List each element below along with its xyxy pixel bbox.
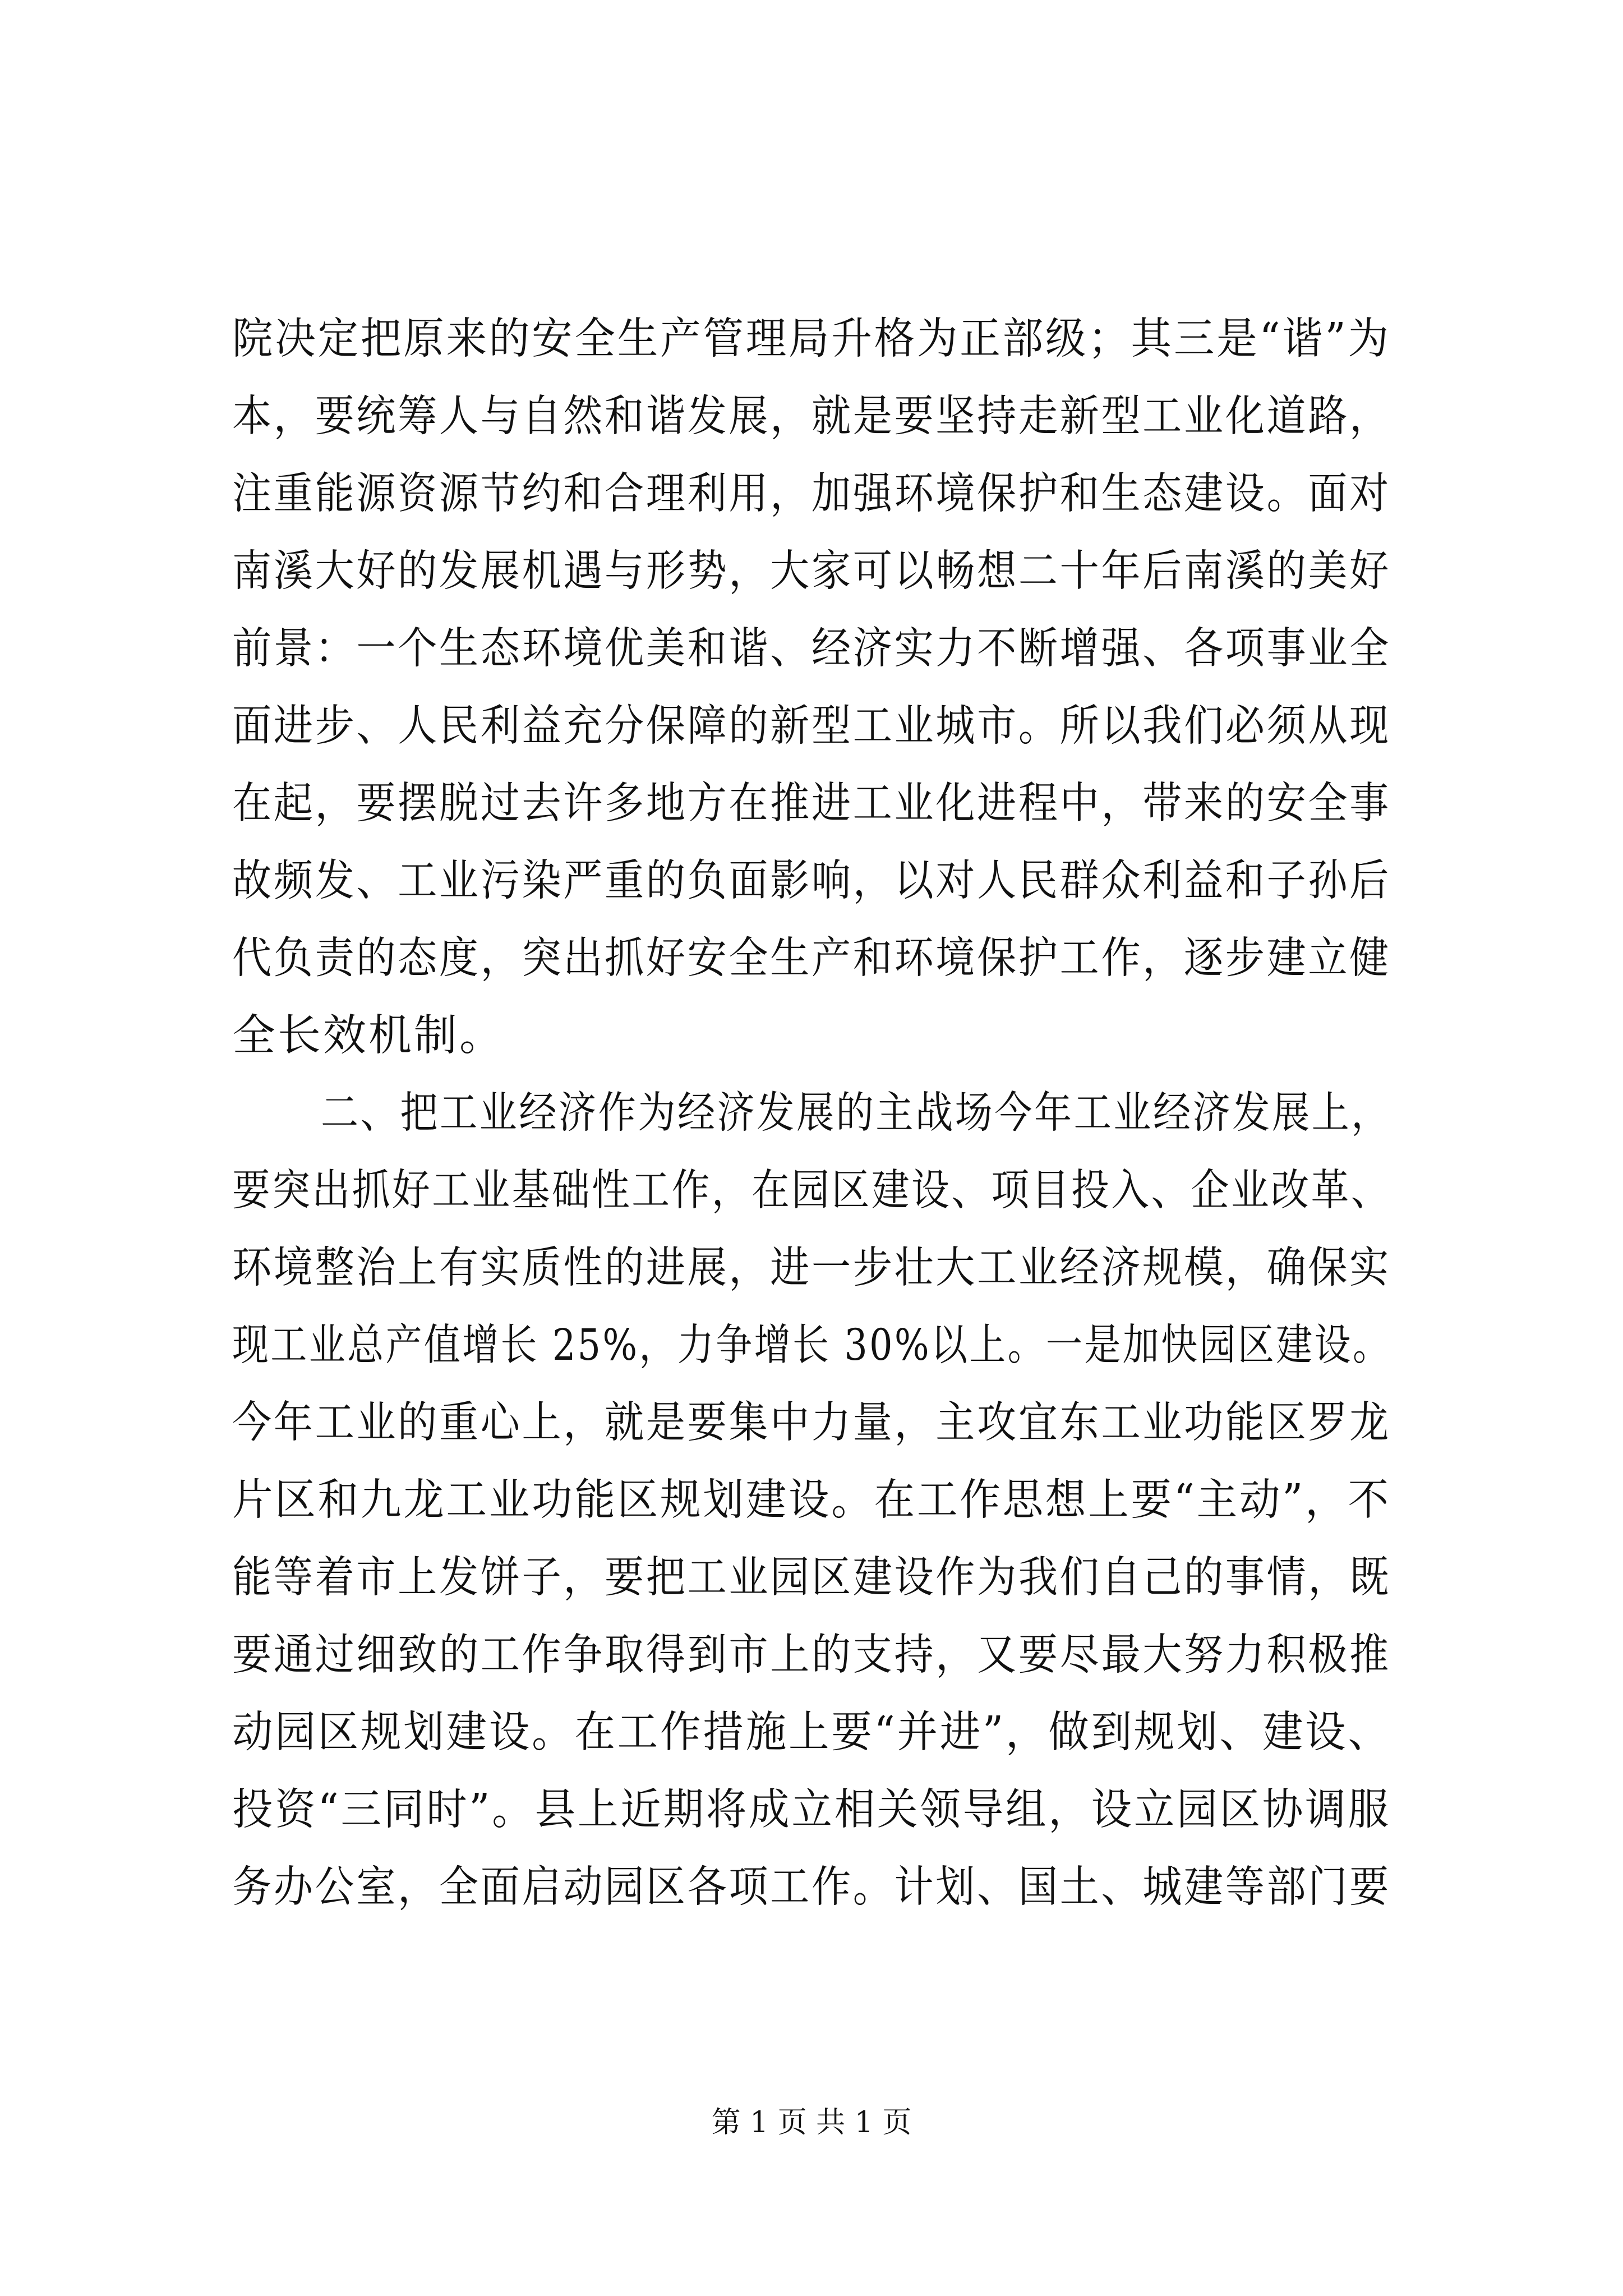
text-line: 要突出抓好工业基础性工作，在园区建设、项目投入、企业改革、 <box>232 1166 1391 1216</box>
text-line: 能等着市上发饼子，要把工业园区建设作为我们自己的事情，既 <box>232 1553 1391 1603</box>
text-line: 今年工业的重心上，就是要集中力量，主攻宜东工业功能区罗龙 <box>232 1398 1391 1448</box>
text-line: 故频发、工业污染严重的负面影响，以对人民群众利益和子孙后 <box>232 856 1391 906</box>
text-line: 面进步、人民利益充分保障的新型工业城市。所以我们必须从现 <box>232 701 1391 751</box>
text-line: 务办公室，全面启动园区各项工作。计划、国土、城建等部门要 <box>232 1862 1391 1912</box>
text-line: 投资“三同时”。县上近期将成立相关领导组，设立园区协调服 <box>232 1785 1391 1835</box>
paragraph-first-line: 二、把工业经济作为经济发展的主战场今年工业经济发展上， <box>321 1088 1391 1138</box>
text-line: 现工业总产值增长 25%，力争增长 30%以上。一是加快园区建设。 <box>232 1320 1391 1370</box>
text-line: 在起，要摆脱过去许多地方在推进工业化进程中，带来的安全事 <box>232 779 1391 829</box>
text-line: 片区和九龙工业功能区规划建设。在工作思想上要“主动”，不 <box>232 1475 1391 1525</box>
text-line: 环境整治上有实质性的进展，进一步壮大工业经济规模，确保实 <box>232 1243 1391 1293</box>
text-line: 代负责的态度，突出抓好安全生产和环境保护工作，逐步建立健 <box>232 933 1391 983</box>
text-line: 前景：一个生态环境优美和谐、经济实力不断增强、各项事业全 <box>232 624 1391 674</box>
text-line: 南溪大好的发展机遇与形势，大家可以畅想二十年后南溪的美好 <box>232 546 1391 596</box>
text-line: 动园区规划建设。在工作措施上要“并进”，做到规划、建设、 <box>232 1708 1391 1757</box>
text-line: 注重能源资源节约和合理利用，加强环境保护和生态建设。面对 <box>232 469 1391 519</box>
page-number-footer: 第 1 页 共 1 页 <box>711 2106 912 2139</box>
text-line: 本，要统筹人与自然和谐发展，就是要坚持走新型工业化道路， <box>232 392 1391 441</box>
text-line: 要通过细致的工作争取得到市上的支持，又要尽最大努力积极推 <box>232 1630 1391 1680</box>
text-line: 院决定把原来的安全生产管理局升格为正部级；其三是“谐”为 <box>232 314 1391 364</box>
text-line: 全长效机制。 <box>232 1011 505 1061</box>
